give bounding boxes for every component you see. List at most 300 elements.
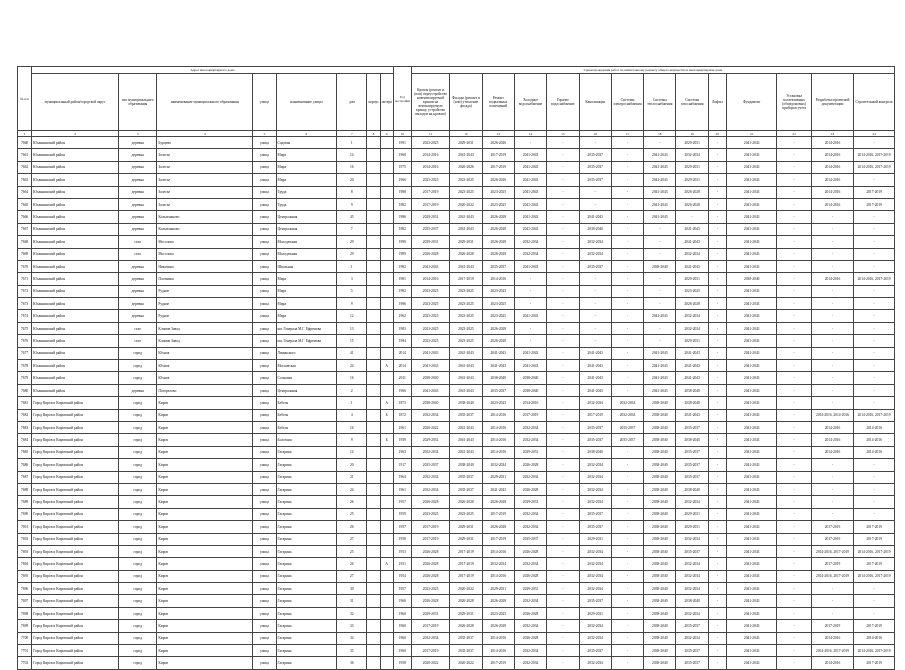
table-cell: - [811, 607, 853, 619]
table-cell [380, 483, 393, 495]
table-cell: село [119, 248, 157, 260]
table-cell: - [777, 137, 811, 149]
table-cell: Гагарина [276, 521, 337, 533]
table-cell: 2026-2028 [482, 620, 514, 632]
table-cell: 2032-2034 [676, 558, 708, 570]
table-cell: Рудное [157, 310, 253, 322]
table-cell: 2017-2019 [854, 620, 895, 632]
table-cell: 2038-2040 [644, 645, 676, 657]
table-cell: 2029-2031 [676, 174, 708, 186]
table-cell: 2035-2037 [514, 533, 546, 545]
table-cell: - [579, 285, 611, 297]
table-cell: 2023-2025 [482, 285, 514, 297]
table-cell: 1962 [393, 310, 411, 322]
table-row [18, 285, 895, 297]
column-number: 16 [579, 131, 611, 137]
table-cell: улица [253, 521, 276, 533]
table-cell: - [547, 521, 579, 533]
table-cell: 2035-2037 [676, 657, 708, 669]
table-cell: 2041-2043 [726, 347, 777, 359]
table-cell: село [119, 322, 157, 334]
table-cell: улица [253, 260, 276, 272]
table-cell: деревня [119, 260, 157, 272]
table-cell: 2017-2019 [411, 198, 449, 210]
table-cell: 25 [337, 508, 367, 520]
table-cell: - [708, 545, 726, 557]
table-cell: 2041-2043 [726, 459, 777, 471]
table-row [18, 483, 895, 495]
table-cell: - [611, 558, 643, 570]
table-cell: улица [253, 471, 276, 483]
table-cell: Юханнинский район [32, 335, 119, 347]
table-cell: - [547, 335, 579, 347]
table-cell: - [708, 397, 726, 409]
table-cell: - [676, 211, 708, 223]
table-cell: 2041-2043 [450, 223, 482, 235]
table-cell: 2038-2040 [450, 459, 482, 471]
table-cell: - [547, 236, 579, 248]
table-cell: улица [253, 174, 276, 186]
table-cell: Киров [157, 620, 253, 632]
table-cell: - [547, 174, 579, 186]
table-row [18, 360, 895, 372]
table-cell [367, 248, 380, 260]
table-cell: - [777, 583, 811, 595]
table-cell: деревня [119, 298, 157, 310]
table-cell: 2032-2034 [676, 149, 708, 161]
table-cell: улица [253, 298, 276, 310]
table-cell: 2026-2028 [482, 211, 514, 223]
table-cell: - [811, 260, 853, 272]
table-cell [380, 161, 393, 173]
table-cell: 2041-2043 [450, 360, 482, 372]
table-cell: Юханнинский район [32, 137, 119, 149]
table-cell: 7693 [18, 545, 32, 557]
table-cell: - [777, 570, 811, 582]
table-cell: - [777, 521, 811, 533]
table-cell: 2032-2034 [579, 496, 611, 508]
table-cell: 2017-2019 [411, 186, 449, 198]
table-cell: 7668 [18, 236, 32, 248]
table-cell: - [708, 273, 726, 285]
table-cell: 2014-2016 [482, 570, 514, 582]
table-cell: 2041-2043 [726, 533, 777, 545]
table-cell: - [854, 310, 895, 322]
table-cell: 20 [337, 459, 367, 471]
table-cell: - [708, 446, 726, 458]
table-cell: 2035-2037 [579, 521, 611, 533]
table-cell: 1960 [393, 620, 411, 632]
header-cell: Лифты [708, 74, 726, 131]
column-number: 10 [393, 131, 411, 137]
table-cell: 2014-2016 [411, 161, 449, 173]
table-cell: 2041-2043 [411, 360, 449, 372]
table-cell: 2032-2034 [514, 248, 546, 260]
table-cell: 7674 [18, 310, 32, 322]
table-cell: 2038-2040 [676, 595, 708, 607]
table-cell: Гагарина [276, 570, 337, 582]
table-cell [380, 496, 393, 508]
table-cell: 2038-2040 [482, 372, 514, 384]
table-cell: 2026-2028 [450, 496, 482, 508]
table-cell: - [811, 223, 853, 235]
table-cell: 26 [337, 496, 367, 508]
table-row [18, 657, 895, 669]
table-cell: - [611, 372, 643, 384]
table-cell [367, 397, 380, 409]
table-cell: 7662 [18, 161, 32, 173]
table-cell: 2041-2043 [676, 360, 708, 372]
table-cell: 7687 [18, 471, 32, 483]
table-cell: улица [253, 508, 276, 520]
table-cell: 2035-2037 [611, 434, 643, 446]
table-cell: 7692 [18, 533, 32, 545]
table-cell: - [854, 483, 895, 495]
table-cell: Садовая [276, 137, 337, 149]
table-cell: 27 [337, 570, 367, 582]
table-cell: 2041-2043 [726, 434, 777, 446]
table-cell: 2032-2034 [676, 607, 708, 619]
table-cell: - [777, 384, 811, 396]
table-cell: - [854, 607, 895, 619]
column-number: 14 [514, 131, 546, 137]
table-cell: 2035-2037 [411, 223, 449, 235]
table-cell: 7669 [18, 248, 32, 260]
table-cell: - [611, 521, 643, 533]
table-cell: 2038-2040 [644, 558, 676, 570]
table-cell: - [611, 186, 643, 198]
table-cell: 2026-2028 [514, 545, 546, 557]
header-cell: Фундамент [726, 74, 777, 131]
table-cell: 16 [337, 161, 367, 173]
table-cell: 2041-2043 [726, 335, 777, 347]
table-cell: 12 [337, 310, 367, 322]
table-cell: 29 [337, 236, 367, 248]
table-cell: - [777, 236, 811, 248]
table-cell: 34 [337, 632, 367, 644]
table-cell: Климов Завод [157, 335, 253, 347]
table-cell: 2041-2043 [726, 298, 777, 310]
table-cell: - [708, 595, 726, 607]
table-cell: 2017-2019 [411, 645, 449, 657]
table-cell: Город Киров и Кировский район [32, 583, 119, 595]
table-cell: 2035-2037 [411, 459, 449, 471]
table-cell: 14 [337, 446, 367, 458]
table-cell: 1983 [393, 322, 411, 334]
column-number: 13 [482, 131, 514, 137]
table-cell: 2035-2037 [676, 446, 708, 458]
table-cell [367, 223, 380, 235]
table-cell: - [547, 421, 579, 433]
table-cell: 2026-2028 [411, 558, 449, 570]
header-cell: № п/п [18, 67, 32, 131]
table-cell: Город Киров и Кировский район [32, 409, 119, 421]
column-number: 22 [777, 131, 811, 137]
table-cell: город [119, 372, 157, 384]
table-cell: 2029-2031 [579, 607, 611, 619]
table-cell [367, 360, 380, 372]
header-cell: улица [253, 74, 276, 131]
table-cell: - [811, 384, 853, 396]
table-cell: 2014-2016 [411, 149, 449, 161]
table-cell: - [547, 620, 579, 632]
table-cell: 2017-2019 [811, 533, 853, 545]
table-cell: город [119, 434, 157, 446]
table-cell: 1982 [393, 198, 411, 210]
table-cell: 1957 [393, 521, 411, 533]
table-cell: Город Киров и Кировский район [32, 570, 119, 582]
table-cell: 7682 [18, 409, 32, 421]
table-cell: - [708, 298, 726, 310]
table-cell: 2041-2043 [514, 186, 546, 198]
table-cell: 7690 [18, 508, 32, 520]
table-cell: - [611, 446, 643, 458]
table-cell: - [708, 260, 726, 272]
table-cell: 2014-2016 [411, 273, 449, 285]
table-cell: 2032-2034 [676, 583, 708, 595]
table-cell: - [854, 223, 895, 235]
table-cell: 2026-2028 [676, 198, 708, 210]
table-cell: - [547, 260, 579, 272]
table-cell: 2041-2043 [726, 483, 777, 495]
table-cell: 2023-2025 [450, 508, 482, 520]
table-cell: 2035-2037 [579, 645, 611, 657]
table-cell: 2023-2025 [482, 397, 514, 409]
table-cell: 7663 [18, 174, 32, 186]
table-cell: улица [253, 149, 276, 161]
table-cell: 2041-2043 [726, 137, 777, 149]
table-cell: Киров [157, 496, 253, 508]
table-cell: - [708, 645, 726, 657]
table-cell: 8 [337, 186, 367, 198]
table-cell: 2023-2025 [482, 607, 514, 619]
table-cell: 2041-2043 [726, 508, 777, 520]
table-cell: - [777, 310, 811, 322]
table-cell: Гагарина [276, 459, 337, 471]
table-cell: 1960 [393, 632, 411, 644]
table-row [18, 186, 895, 198]
table-cell: Киров [157, 434, 253, 446]
table-cell: 1964 [393, 471, 411, 483]
table-cell: улица [253, 236, 276, 248]
table-cell [380, 657, 393, 669]
table-row [18, 521, 895, 533]
table-cell: 2026-2028 [411, 595, 449, 607]
table-cell: Город Киров и Кировский район [32, 607, 119, 619]
table-cell: 2035-2037 [450, 409, 482, 421]
table-cell: 2014 [393, 347, 411, 359]
table-cell: Киров [157, 421, 253, 433]
table-cell [380, 198, 393, 210]
table-cell: 2038-2040 [644, 657, 676, 669]
table-cell [380, 607, 393, 619]
table-cell [367, 347, 380, 359]
table-cell [380, 533, 393, 545]
table-cell: - [777, 347, 811, 359]
table-cell: - [708, 558, 726, 570]
table-cell: Гагарина [276, 558, 337, 570]
table-cell: улица [253, 533, 276, 545]
table-row [18, 310, 895, 322]
table-cell: 2041-2043 [644, 347, 676, 359]
table-cell [380, 149, 393, 161]
table-cell: 7667 [18, 223, 32, 235]
table-cell: 2029-2031 [676, 335, 708, 347]
table-cell: Колыхманово [157, 211, 253, 223]
table-cell: 2014-2016 [811, 632, 853, 644]
table-cell: город [119, 545, 157, 557]
table-cell: 2038-2040 [644, 496, 676, 508]
table-cell: 2023-2025 [411, 310, 449, 322]
table-cell: - [777, 607, 811, 619]
table-cell: 2035-2037 [676, 645, 708, 657]
table-cell: 2041-2043 [726, 657, 777, 669]
table-cell: - [514, 285, 546, 297]
table-cell: - [611, 508, 643, 520]
table-cell: 2017-2019 [854, 521, 895, 533]
table-cell: - [854, 260, 895, 272]
table-cell: Бурцево [157, 137, 253, 149]
table-cell: 2041-2043 [726, 471, 777, 483]
table-cell [367, 657, 380, 669]
table-cell: 2014-2016 [811, 446, 853, 458]
table-cell [367, 607, 380, 619]
table-cell: - [514, 322, 546, 334]
table-cell: Гагарина [276, 533, 337, 545]
table-cell: 7666 [18, 211, 32, 223]
table-cell: 2041-2043 [726, 211, 777, 223]
table-row [18, 137, 895, 149]
table-cell: - [611, 595, 643, 607]
table-cell: 7672 [18, 285, 32, 297]
table-cell: 2014-2016, 2017-2019 [854, 161, 895, 173]
table-cell: 2038-2040 [644, 421, 676, 433]
table-cell: город [119, 521, 157, 533]
table-cell: - [514, 335, 546, 347]
table-cell: 2038-2040 [411, 372, 449, 384]
table-cell: 35 [337, 645, 367, 657]
table-cell: 2014-2016 [482, 434, 514, 446]
table-cell: 2023-2025 [411, 583, 449, 595]
table-cell: 2035-2037 [676, 421, 708, 433]
table-cell: 9 [337, 298, 367, 310]
column-number: 4 [157, 131, 253, 137]
table-cell: улица [253, 248, 276, 260]
table-row [18, 595, 895, 607]
column-number: 1 [18, 131, 32, 137]
table-cell: 2032-2034 [579, 397, 611, 409]
table-cell: - [579, 137, 611, 149]
table-cell: - [777, 620, 811, 632]
table-cell: - [777, 273, 811, 285]
table-cell: - [811, 236, 853, 248]
table-cell: улица [253, 595, 276, 607]
table-cell: - [547, 533, 579, 545]
table-cell: 2014-2016 [811, 421, 853, 433]
table-cell: - [854, 298, 895, 310]
table-cell: - [708, 310, 726, 322]
table-cell: - [777, 496, 811, 508]
table-cell: 2026-2028 [482, 322, 514, 334]
table-cell: 2038-2040 [644, 409, 676, 421]
table-cell: 2014-2016 [811, 174, 853, 186]
table-cell: Юхнов [157, 372, 253, 384]
table-cell: 2035-2037 [450, 632, 482, 644]
table-row [18, 545, 895, 557]
table-cell: 1989 [393, 248, 411, 260]
table-cell [367, 496, 380, 508]
header-cell: Год постройки [393, 67, 411, 131]
table-cell: город [119, 657, 157, 669]
table-cell: город [119, 620, 157, 632]
header-cell: Кровля (ремонт и (или) переустройство невентилируемой крыши на вентилируемую крышу, устройство выходов на кровлю) [411, 74, 449, 131]
header-cell: наименование улицы [276, 74, 337, 131]
table-cell: 2038-2040 [644, 545, 676, 557]
table-cell: Гагарина [276, 645, 337, 657]
table-cell: 2026-2028 [514, 607, 546, 619]
table-cell [367, 161, 380, 173]
table-cell: 2014-2016 [854, 434, 895, 446]
table-cell: 2038-2040 [514, 384, 546, 396]
table-cell: 16 [337, 372, 367, 384]
table-cell: - [547, 508, 579, 520]
table-cell: 7683 [18, 421, 32, 433]
column-number: 23 [811, 131, 853, 137]
table-cell: 2041-2043 [726, 595, 777, 607]
table-cell: 2038-2040 [644, 434, 676, 446]
table-cell [367, 558, 380, 570]
table-cell: улица [253, 322, 276, 334]
table-cell: 2041-2043 [644, 384, 676, 396]
table-cell: - [777, 260, 811, 272]
table-cell: 3 [337, 273, 367, 285]
table-cell: - [777, 533, 811, 545]
table-cell: - [708, 409, 726, 421]
table-cell: - [708, 149, 726, 161]
table-cell [367, 570, 380, 582]
table-cell: Город Киров и Кировский район [32, 471, 119, 483]
table-cell: - [854, 174, 895, 186]
column-number: 8 [367, 131, 380, 137]
table-cell: - [644, 285, 676, 297]
table-cell: 2014-2016 [811, 434, 853, 446]
table-cell: - [547, 223, 579, 235]
table-cell: 2017-2019 [411, 521, 449, 533]
table-cell: Город Киров и Кировский район [32, 496, 119, 508]
table-cell: Юханнинский район [32, 310, 119, 322]
table-cell: Центральная [276, 384, 337, 396]
table-cell: 2032-2034 [579, 483, 611, 495]
table-cell: 2032-2034 [579, 459, 611, 471]
table-cell: город [119, 421, 157, 433]
table-cell: 2035-2037 [482, 260, 514, 272]
table-cell: 2026-2028 [514, 459, 546, 471]
table-cell: 2029-2031 [514, 583, 546, 595]
table-cell: 2017-2019 [450, 273, 482, 285]
table-cell: 2032-2034 [579, 248, 611, 260]
table-cell: 2023-2025 [450, 186, 482, 198]
table-cell: 7695 [18, 570, 32, 582]
table-cell: 7697 [18, 595, 32, 607]
column-number: 12 [450, 131, 482, 137]
table-cell [367, 285, 380, 297]
table-cell: 2023-2025 [411, 322, 449, 334]
table-cell: 7660 [18, 137, 32, 149]
table-cell: - [708, 186, 726, 198]
table-cell [367, 372, 380, 384]
table-cell: Никитино [157, 260, 253, 272]
table-cell: 1966 [393, 174, 411, 186]
